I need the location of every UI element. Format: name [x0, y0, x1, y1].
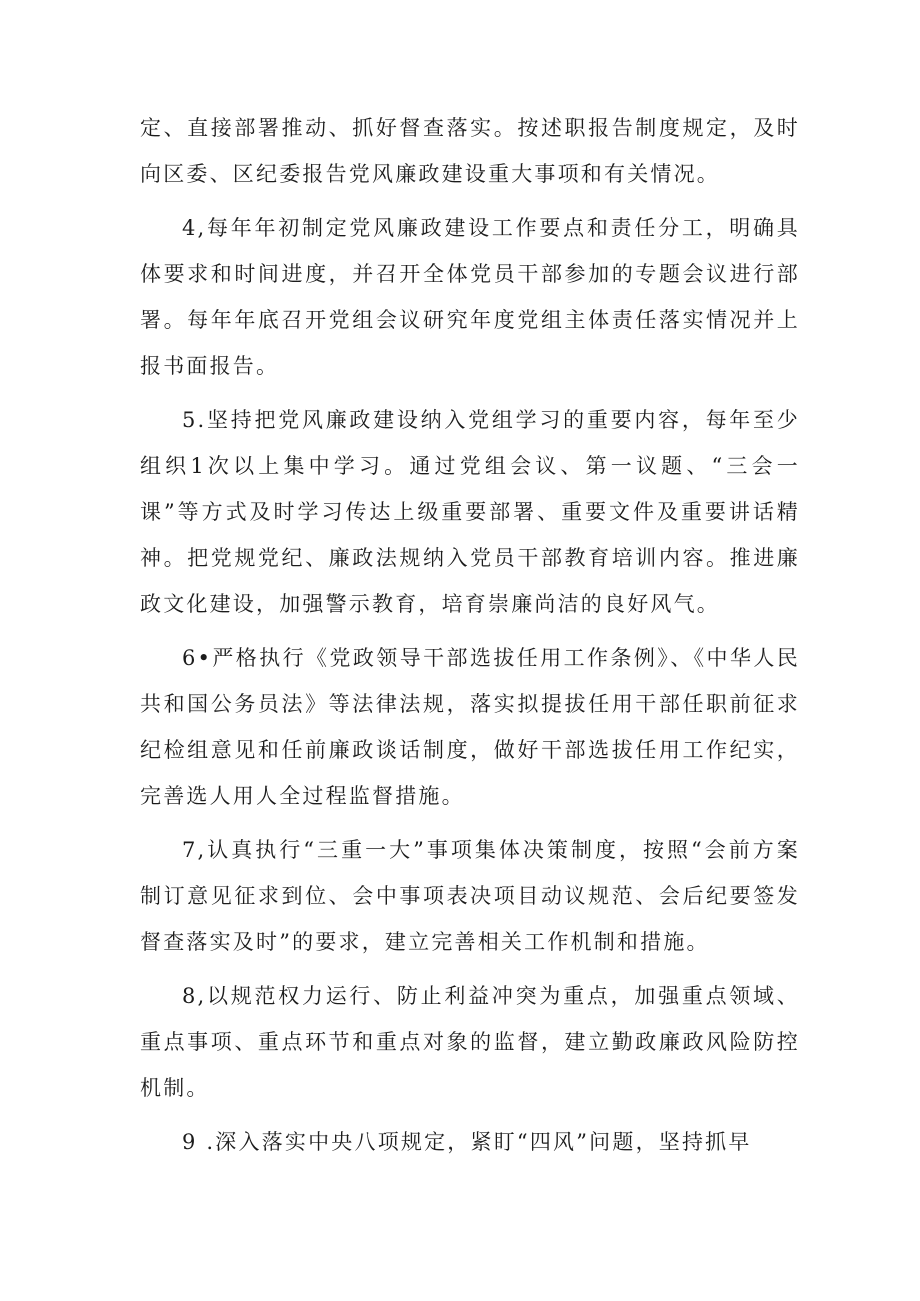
paragraph-item-8: 8,以规范权力运行、防止利益冲突为重点，加强重点领域、重点事项、重点环节和重点对象的监督，建立勤政廉政风险防控机制。 [140, 984, 800, 1100]
paragraph-item-6: 6•严格执行《党政领导干部选拔任用工作条例》、《中华人民共和国公务员法》等法律法规，落实拟提拔任用干部任职前征求纪检组意见和任前廉政谈话制度，做好干部选拔任用工作纪实，完善选人用人全过程监督措施。 [140, 646, 800, 808]
paragraph-continuation: 定、直接部署推动、抓好督查落实。按述职报告制度规定，及时向区委、区纪委报告党风廉政建设重大事项和有关情况。 [140, 116, 800, 186]
document-body [140, 105, 800, 1173]
paragraph-item-4: 4,每年年初制定党风廉政建设工作要点和责任分工，明确具体要求和时间进度，并召开全体党员干部参加的专题会议进行部署。每年年底召开党组会议研究年度党组主体责任落实情况并上报书面报告。 [140, 216, 800, 378]
paragraph-item-5: 5.坚持把党风廉政建设纳入党组学习的重要内容，每年至少组织1次以上集中学习。通过党组会议、第一议题、“三会一课”等方式及时学习传达上级重要部署、重要文件及重要讲话精神。把党规党纪、廉政法规纳入党员干部教育培训内容。推进廉政文化建设，加强警示教育，培育崇廉尚洁的良好风气。 [140, 408, 800, 616]
paragraph-item-9: 9 .深入落实中央八项规定，紧盯“四风”问题，坚持抓早 [182, 1130, 752, 1154]
paragraph-item-7: 7,认真执行“三重一大”事项集体决策制度，按照“会前方案制订意见征求到位、会中事项表决项目动议规范、会后纪要签发督查落实及时”的要求，建立完善相关工作机制和措施。 [140, 838, 800, 954]
